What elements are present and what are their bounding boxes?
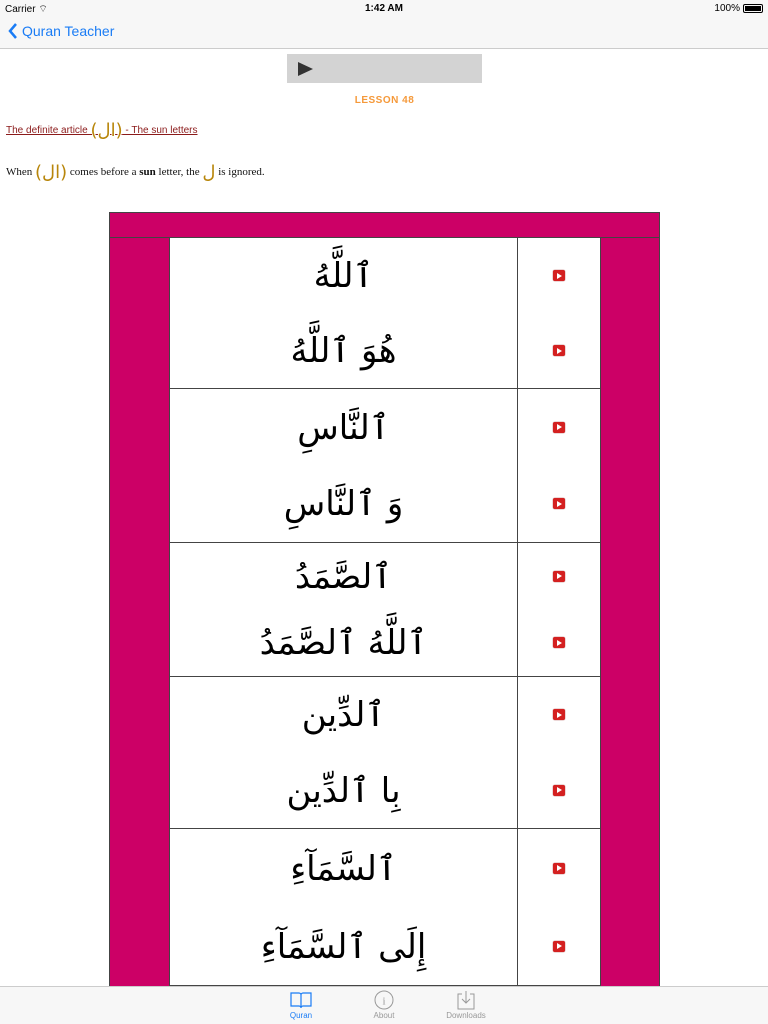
arabic-phrase: ٱللَّهُ ٱلصَّمَدُ [259, 623, 428, 664]
arabic-word: ٱلسَّمَآءِ [290, 848, 397, 889]
play-word-button[interactable] [553, 571, 565, 582]
arabic-word: ٱللَّهُ [313, 256, 374, 296]
audio-player[interactable] [287, 54, 482, 83]
words-cell [169, 238, 518, 388]
arabic-phrase: إِلَى ٱلسَّمَآءِ [260, 926, 427, 967]
play-word-button[interactable] [553, 422, 565, 433]
words-cell [169, 677, 518, 828]
carrier: Carrier ︎⌔ [5, 4, 48, 15]
arabic-word: ٱلصَّمَدُ [294, 556, 393, 597]
arabic-phrase: وَ ٱلنَّاسِ [283, 484, 404, 525]
table-header [110, 213, 659, 238]
words-cell [169, 829, 518, 985]
play-phrase-button[interactable] [553, 785, 565, 796]
battery-icon [743, 4, 763, 13]
play-phrase-button[interactable] [553, 498, 565, 509]
download-icon [456, 990, 476, 1010]
audio-cell [518, 829, 601, 985]
audio-cell [518, 543, 601, 676]
words-cell [169, 543, 518, 676]
play-phrase-button[interactable] [553, 637, 565, 648]
arabic-phrase: بِا ٱلدِّين [286, 770, 401, 811]
chevron-left-icon [8, 23, 18, 39]
arabic-word: ٱلدِّين [301, 695, 386, 736]
play-word-button[interactable] [553, 863, 565, 874]
audio-cell [518, 389, 601, 542]
table-body [169, 238, 601, 986]
clock: 1:42 AM [365, 3, 403, 14]
play-icon[interactable] [298, 62, 313, 76]
lesson-table [109, 212, 660, 1012]
arabic-word: ٱلنَّاسِ [297, 407, 390, 448]
play-phrase-button[interactable] [553, 345, 565, 356]
table-row [169, 389, 601, 543]
audio-cell [518, 238, 601, 388]
book-icon [290, 991, 312, 1009]
play-phrase-button[interactable] [553, 941, 565, 952]
table-row [169, 238, 601, 389]
back-button[interactable] [8, 23, 114, 39]
navigation-bar [0, 18, 768, 49]
tab-quran[interactable]: Quran [266, 989, 336, 1020]
arabic-phrase: هُوَ ٱللَّهُ [290, 331, 397, 371]
words-cell [169, 389, 518, 542]
table-row [169, 543, 601, 677]
tab-about[interactable]: i About [349, 989, 419, 1020]
tab-bar [0, 986, 768, 1024]
table-row [169, 829, 601, 986]
audio-cell [518, 677, 601, 828]
table-row [169, 677, 601, 829]
info-icon [374, 990, 394, 1010]
intro-text: When (ال) comes before a sun letter, the ل is ignored. [6, 162, 265, 183]
play-word-button[interactable] [553, 270, 565, 281]
svg-text:i: i [382, 995, 386, 1008]
lesson-title: LESSON 48 [354, 95, 415, 106]
status-bar [0, 0, 768, 18]
tab-downloads[interactable]: Downloads [431, 989, 501, 1020]
lesson-link[interactable]: The definite article (ال) - The sun letters [6, 120, 198, 141]
back-label: Quran Teacher [22, 23, 115, 39]
play-word-button[interactable] [553, 709, 565, 720]
battery: 100% [714, 3, 763, 14]
